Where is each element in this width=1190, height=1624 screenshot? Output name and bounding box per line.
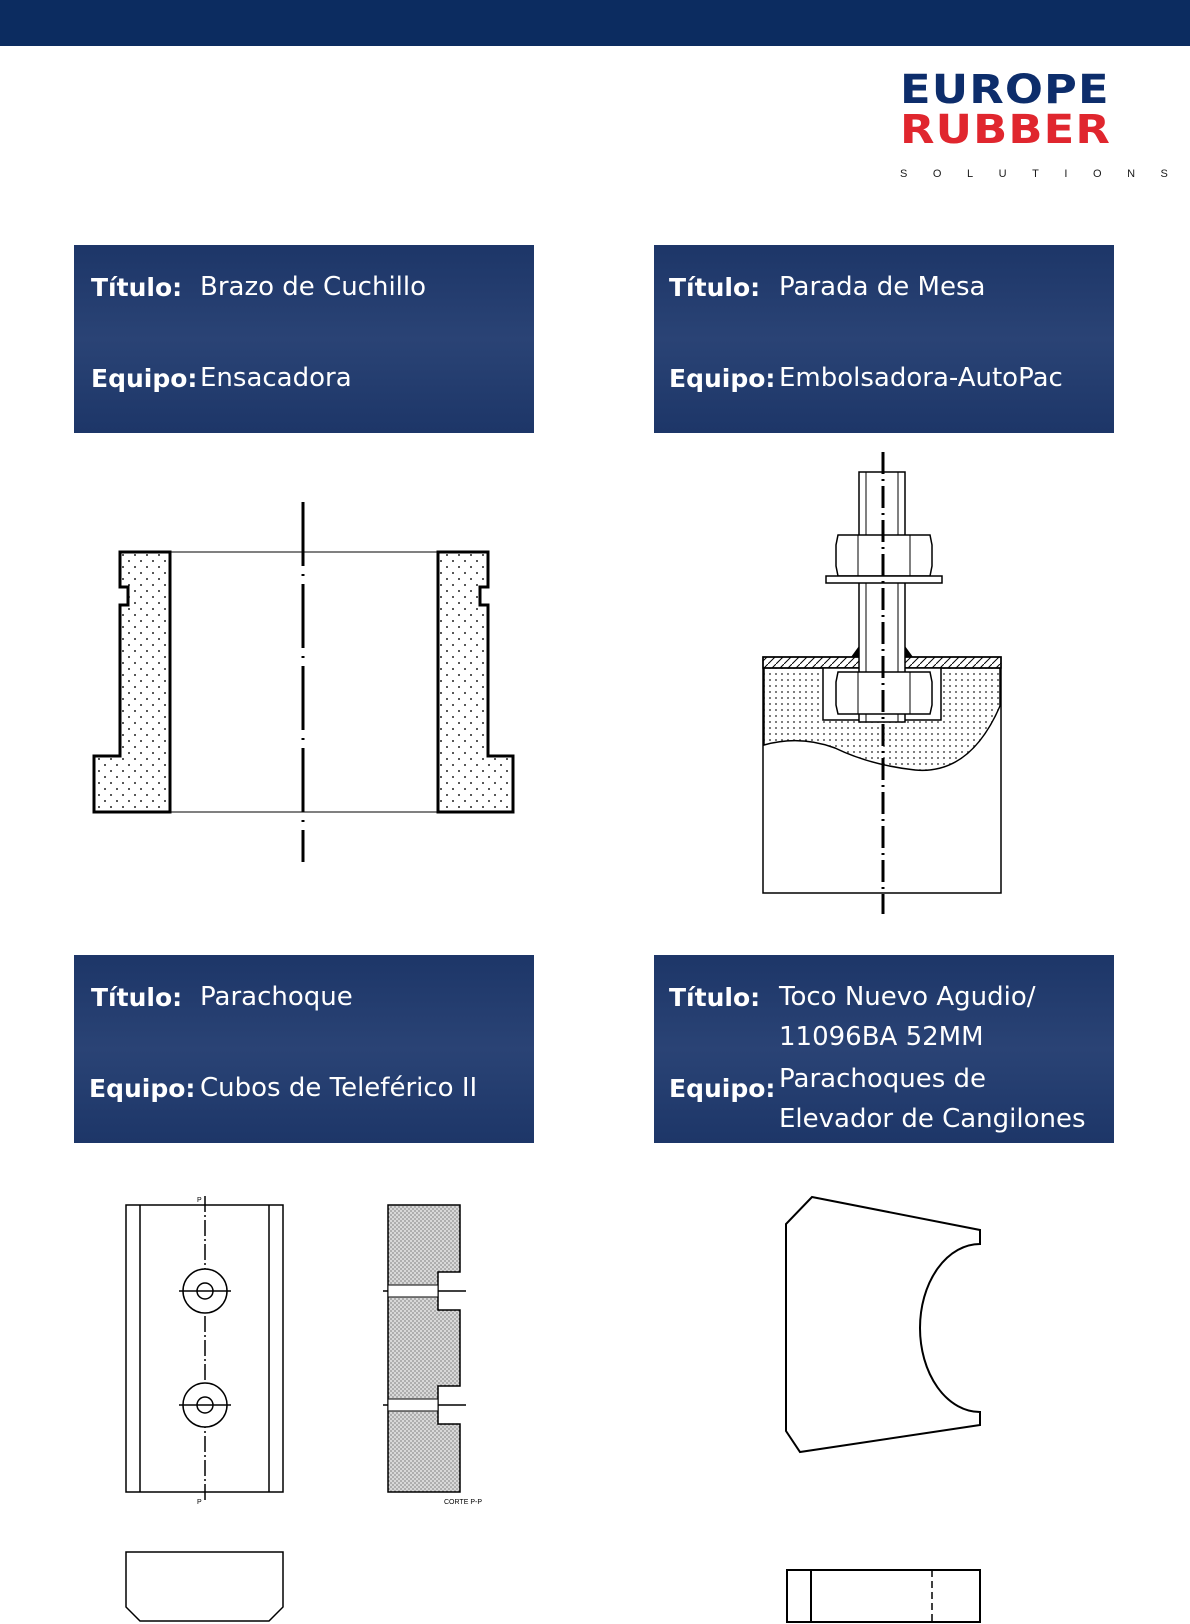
equipment-value-line-2: Elevador de Cangilones <box>779 1104 1086 1134</box>
section-label: CORTE P-P <box>444 1499 482 1506</box>
title-label: Título: <box>91 983 183 1012</box>
logo-word-europe: EUROPE <box>900 67 1110 113</box>
cut-mark-bottom: P <box>197 1499 202 1506</box>
equipment-value-line-1: Parachoques de <box>779 1064 987 1094</box>
equipment-label: Equipo: <box>669 364 776 393</box>
product-card-toco-nuevo-agudio <box>654 955 1114 1143</box>
drawing-toco-nuevo-agudio <box>770 1180 1000 1624</box>
equipment-label: Equipo: <box>89 1074 196 1103</box>
equipment-label: Equipo: <box>91 364 198 393</box>
drawing-parachoque <box>110 1180 500 1624</box>
cut-mark-top: P <box>197 1197 202 1204</box>
title-value: Brazo de Cuchillo <box>200 272 427 302</box>
equipment-value: Cubos de Teleférico II <box>200 1073 478 1103</box>
title-label: Título: <box>669 273 761 302</box>
title-value-line-1: Toco Nuevo Agudio/ <box>779 982 1036 1012</box>
equipment-value: Embolsadora-AutoPac <box>779 363 1063 393</box>
logo-word-solutions: S O L U T I O N S <box>900 168 1168 180</box>
product-card-parachoque <box>74 955 534 1143</box>
equipment-label: Equipo: <box>669 1074 776 1103</box>
drawing-brazo-de-cuchillo <box>80 495 530 875</box>
logo-word-rubber: RUBBER <box>900 107 1111 153</box>
title-label: Título: <box>91 273 183 302</box>
title-value: Parada de Mesa <box>779 272 986 302</box>
header-bar <box>0 0 1190 46</box>
equipment-value: Ensacadora <box>200 363 352 393</box>
title-value-line-2: 11096BA 52MM <box>779 1022 984 1052</box>
product-card-brazo-de-cuchillo <box>74 245 534 433</box>
title-label: Título: <box>669 983 761 1012</box>
company-logo <box>900 67 1170 180</box>
drawing-parada-de-mesa <box>750 450 1010 920</box>
title-value: Parachoque <box>200 982 353 1012</box>
product-card-parada-de-mesa <box>654 245 1114 433</box>
